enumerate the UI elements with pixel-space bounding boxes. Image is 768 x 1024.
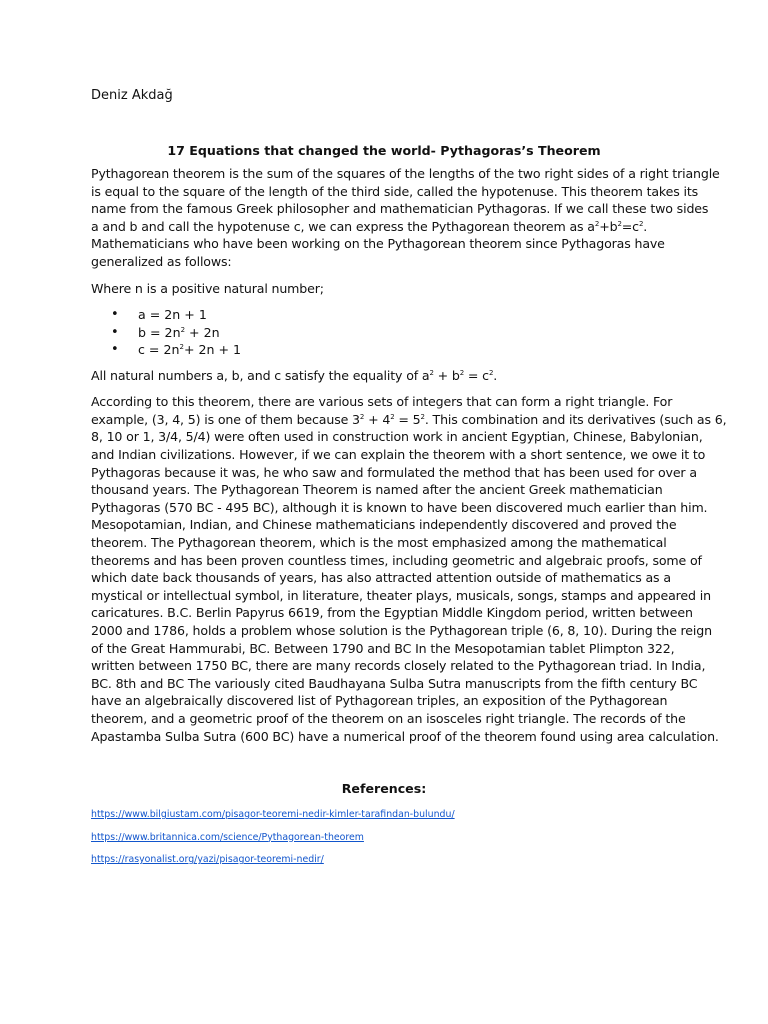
text-line: of the Great Hammurabi, BC. Between 1790 and BC In the Mesopotamian tablet Plimpton 322, — [91, 640, 675, 656]
text-line: 2000 and 1786, holds a problem whose solution is the Pythagorean triple (6, 8, 10). During the reign — [91, 622, 712, 638]
list-item-text: c = 2n — [138, 342, 180, 358]
where-line: Where n is a positive natural number; — [91, 280, 324, 296]
list-item-text: a = 2n + 1 — [138, 307, 207, 323]
exponent: 2 — [420, 412, 425, 421]
text-segment: =c — [621, 218, 639, 234]
list-item-text: b = 2n — [138, 324, 181, 340]
reference-link-bilgiustam[interactable]: https://www.bilgiustam.com/pisagor-teoremi-nedir-kimler-tarafindan-bulundu/ — [91, 809, 455, 821]
text-line: theorem, and a geometric proof of the theorem on an isosceles right triangle. The records of the — [91, 710, 686, 726]
text-line: Apastamba Sulba Sutra (600 BC) have a numerical proof of the theorem found using area calculation. — [91, 728, 719, 744]
text-line: and Indian civilizations. However, if we can explain the theorem with a short sentence, we owe it to — [91, 447, 706, 463]
text-line: Pythagoras because it was, he who saw and formulated the method that has been used for over a — [91, 464, 697, 480]
text-segment: All natural numbers a, b, and c satisfy the equality of a — [91, 367, 430, 383]
text-line: Pythagoras (570 BC - 495 BC), although it is known to have been discovered much earlier than him. — [91, 499, 708, 515]
bullet-dot-icon: • — [111, 342, 119, 358]
reference-link-rasyonalist[interactable]: https://rasyonalist.org/yazi/pisagor-teoremi-nedir/ — [91, 854, 324, 866]
exponent: 2 — [617, 219, 622, 228]
exponent: 2 — [638, 219, 644, 228]
text-line: theorems and has been proven countless times, including geometric and algebraic proofs, some of — [91, 552, 702, 568]
text-segment: + b — [433, 367, 460, 383]
bullet-dot-icon: • — [111, 307, 119, 323]
equality-line — [91, 367, 677, 385]
exponent: 2 — [359, 412, 365, 421]
document-title: 17 Equations that changed the world- Pythagoras’s Theorem — [167, 143, 601, 158]
reference-link-britannica[interactable]: https://www.britannica.com/science/Pythagorean-theorem — [91, 831, 364, 843]
exponent: 2 — [459, 368, 465, 377]
bullet-dot-icon: • — [111, 324, 119, 340]
text-line: theorem. The Pythagorean theorem, which is the most emphasized among the mathematical — [91, 535, 667, 550]
text-line: 8, 10 or 1, 3/4, 5/4) were often used in construction work in ancient Egyptian, Chinese, Babylonian, — [91, 429, 703, 445]
exponent: 2 — [390, 412, 395, 421]
text-segment: example, (3, 4, 5) is one of them because 3 — [91, 411, 360, 427]
list-item-text: + 2n — [185, 324, 220, 340]
text-line: written between 1750 BC, there are many records closely related to the Pythagorean triad. In India, — [91, 658, 706, 674]
intro-paragraph — [91, 165, 720, 271]
text-line — [91, 411, 727, 429]
text-segment: . — [643, 218, 648, 234]
text-line — [91, 218, 677, 236]
exponent: 2 — [594, 219, 600, 228]
list-item — [111, 306, 677, 324]
text-segment: . This combination and its derivatives (such as 6, — [424, 411, 727, 427]
text-line: mystical or intellectual symbol, in literature, theater plays, musicals, songs, stamps and appeared in — [91, 587, 711, 603]
text-segment: = 5 — [394, 411, 421, 427]
list-item — [111, 341, 677, 359]
list-item — [111, 324, 677, 342]
exponent: 2 — [488, 368, 494, 377]
text-line: generalized as follows: — [91, 253, 232, 269]
text-line: Mathematicians who have been working on the Pythagorean theorem since Pythagoras have — [91, 236, 665, 252]
text-line: is equal to the square of the length of the third side, called the hypotenuse. This theorem takes its — [91, 183, 699, 199]
text-line: Pythagorean theorem is the sum of the squares of the lengths of the two right sides of a right triangle — [91, 166, 720, 181]
author-name: Deniz Akdağ — [91, 88, 173, 103]
text-line: name from the famous Greek philosopher and mathematician Pythagoras. If we call these two sides — [91, 201, 709, 217]
text-segment: = c — [464, 367, 489, 383]
text-line: According to this theorem, there are various sets of integers that can form a right triangle. For — [91, 394, 673, 410]
text-segment: . — [493, 367, 498, 383]
text-line: caricatures. B.C. Berlin Papyrus 6619, from the Egyptian Middle Kingdom period, written between — [91, 605, 693, 621]
text-segment: a and b and call the hypotenuse c, we can express the Pythagorean theorem as a — [91, 218, 595, 234]
body-paragraph — [91, 393, 727, 745]
exponent: 2 — [179, 343, 184, 352]
text-line: Mesopotamian, Indian, and Chinese mathematicians independently discovered and proved the — [91, 517, 677, 533]
text-segment: +b — [599, 218, 618, 234]
list-item-text: + 2n + 1 — [183, 342, 242, 358]
text-segment: + 4 — [364, 411, 391, 427]
formula-list — [91, 306, 677, 359]
text-line: which date back thousands of years, has also attracted attention outside of mathematics as a — [91, 570, 671, 586]
text-line: thousand years. The Pythagorean Theorem is named after the ancient Greek mathematician — [91, 482, 663, 498]
text-line: BC. 8th and BC The variously cited Baudhayana Sulba Sutra manuscripts from the fifth century BC — [91, 675, 698, 691]
text-line: have an algebraically discovered list of Pythagorean triples, an exposition of the Pythagorean — [91, 693, 668, 709]
exponent: 2 — [429, 368, 434, 377]
exponent: 2 — [180, 325, 186, 334]
references-heading: References: — [341, 781, 427, 797]
